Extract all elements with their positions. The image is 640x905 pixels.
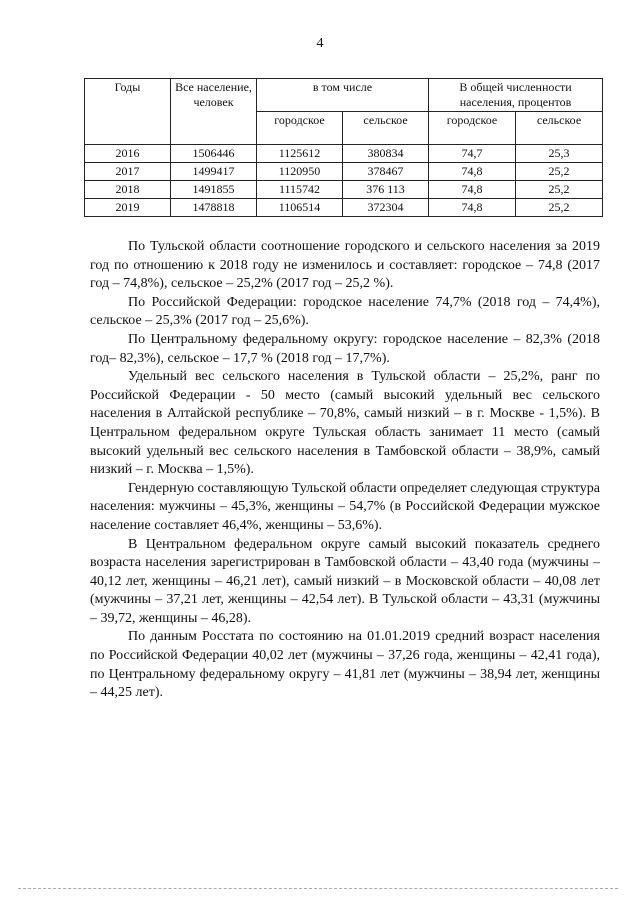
cell-year: 2017	[85, 163, 171, 181]
paragraph: Гендерную составляющую Тульской области определяет следующая структура населения: мужчины – 45,3%, женщины – 54,7% (в Российской Федерации мужское население составляет 46,4%, женщины – 53,6%).	[90, 480, 601, 533]
body-text	[90, 238, 600, 703]
cell-year: 2016	[85, 145, 171, 163]
header-urban-pct: городское	[429, 112, 516, 145]
cell-rural: 376 113	[343, 181, 429, 199]
paragraph: По Центральному федеральному округу: городское население – 82,3% (2018 год– 82,3%), сельское – 17,7 % (2018 год – 17,7%).	[90, 331, 600, 366]
cell-urban-pct: 74,8	[429, 199, 516, 217]
cell-rural: 372304	[343, 199, 429, 217]
header-share: В общей численности населения, процентов	[429, 79, 603, 112]
cell-rural: 378467	[343, 163, 429, 181]
cell-urban-pct: 74,8	[429, 181, 516, 199]
paragraph: По данным Росстата по состоянию на 01.01.2019 средний возраст населения по Российской Федерации 40,02 лет (мужчины – 37,26 года, женщины – 42,41 года), по Центральному федеральному округу – 41,81 лет (мужчины – 38,94 лет, женщины – 44,25 лет).	[90, 629, 600, 701]
header-urban: городское	[257, 112, 343, 145]
cell-total: 1499417	[171, 163, 257, 181]
cell-urban-pct: 74,8	[429, 163, 516, 181]
paragraph: Удельный вес сельского населения в Тульской области – 25,2%, ранг по Российской Федерации - 50 место (самый высокий удельный вес сельского населения в Алтайской республике – 70,8%, самый низкий – в г. Москве - 1,5%). В Центральном федеральном округе Тульская область занимает 11 место (самый высокий удельный вес сельского населения в Тамбовской области – 38,9%, самый низкий – г. Москва – 1,5%).	[90, 369, 600, 478]
table-row	[85, 145, 603, 163]
header-rural-pct: сельское	[516, 112, 603, 145]
header-years: Годы	[85, 79, 171, 145]
header-total: Все население, человек	[171, 79, 257, 145]
cell-urban: 1125612	[257, 145, 343, 163]
cell-urban: 1120950	[257, 163, 343, 181]
cell-rural-pct: 25,2	[516, 163, 603, 181]
paragraph: По Российской Федерации: городское население 74,7% (2018 год – 74,4%), сельское – 25,3% (2017 год – 25,6%).	[90, 294, 600, 329]
cell-urban: 1106514	[257, 199, 343, 217]
cell-rural: 380834	[343, 145, 429, 163]
cell-total: 1478818	[171, 199, 257, 217]
footer-divider	[18, 888, 618, 891]
cell-rural-pct: 25,2	[516, 199, 603, 217]
header-including: в том числе	[257, 79, 429, 112]
cell-total: 1506446	[171, 145, 257, 163]
cell-year: 2018	[85, 181, 171, 199]
population-table	[84, 78, 603, 217]
cell-urban: 1115742	[257, 181, 343, 199]
cell-rural-pct: 25,2	[516, 181, 603, 199]
table-row	[85, 163, 603, 181]
cell-total: 1491855	[171, 181, 257, 199]
header-rural: сельское	[343, 112, 429, 145]
table-row	[85, 199, 603, 217]
page-number: 4	[316, 36, 324, 51]
paragraph: По Тульской области соотношение городского и сельского населения за 2019 год по отношению к 2018 году не изменилось и составляет: городское – 74,8 (2017 год – 74,8%), сельское – 25,2% (2017 год – 25,2 %).	[90, 239, 600, 292]
paragraph: В Центральном федеральном округе самый высокий показатель среднего возраста населения зарегистрирован в Тамбовской области – 43,40 года (мужчины – 40,12 лет, женщины – 46,21 лет), самый низкий – в Московской области – 40,08 лет (мужчины – 37,21 лет, женщины – 42,54 лет). В Тульской области – 43,31 (мужчины – 39,72, женщины – 46,28).	[90, 536, 600, 626]
cell-urban-pct: 74,7	[429, 145, 516, 163]
cell-year: 2019	[85, 199, 171, 217]
cell-rural-pct: 25,3	[516, 145, 603, 163]
table-row	[85, 181, 603, 199]
